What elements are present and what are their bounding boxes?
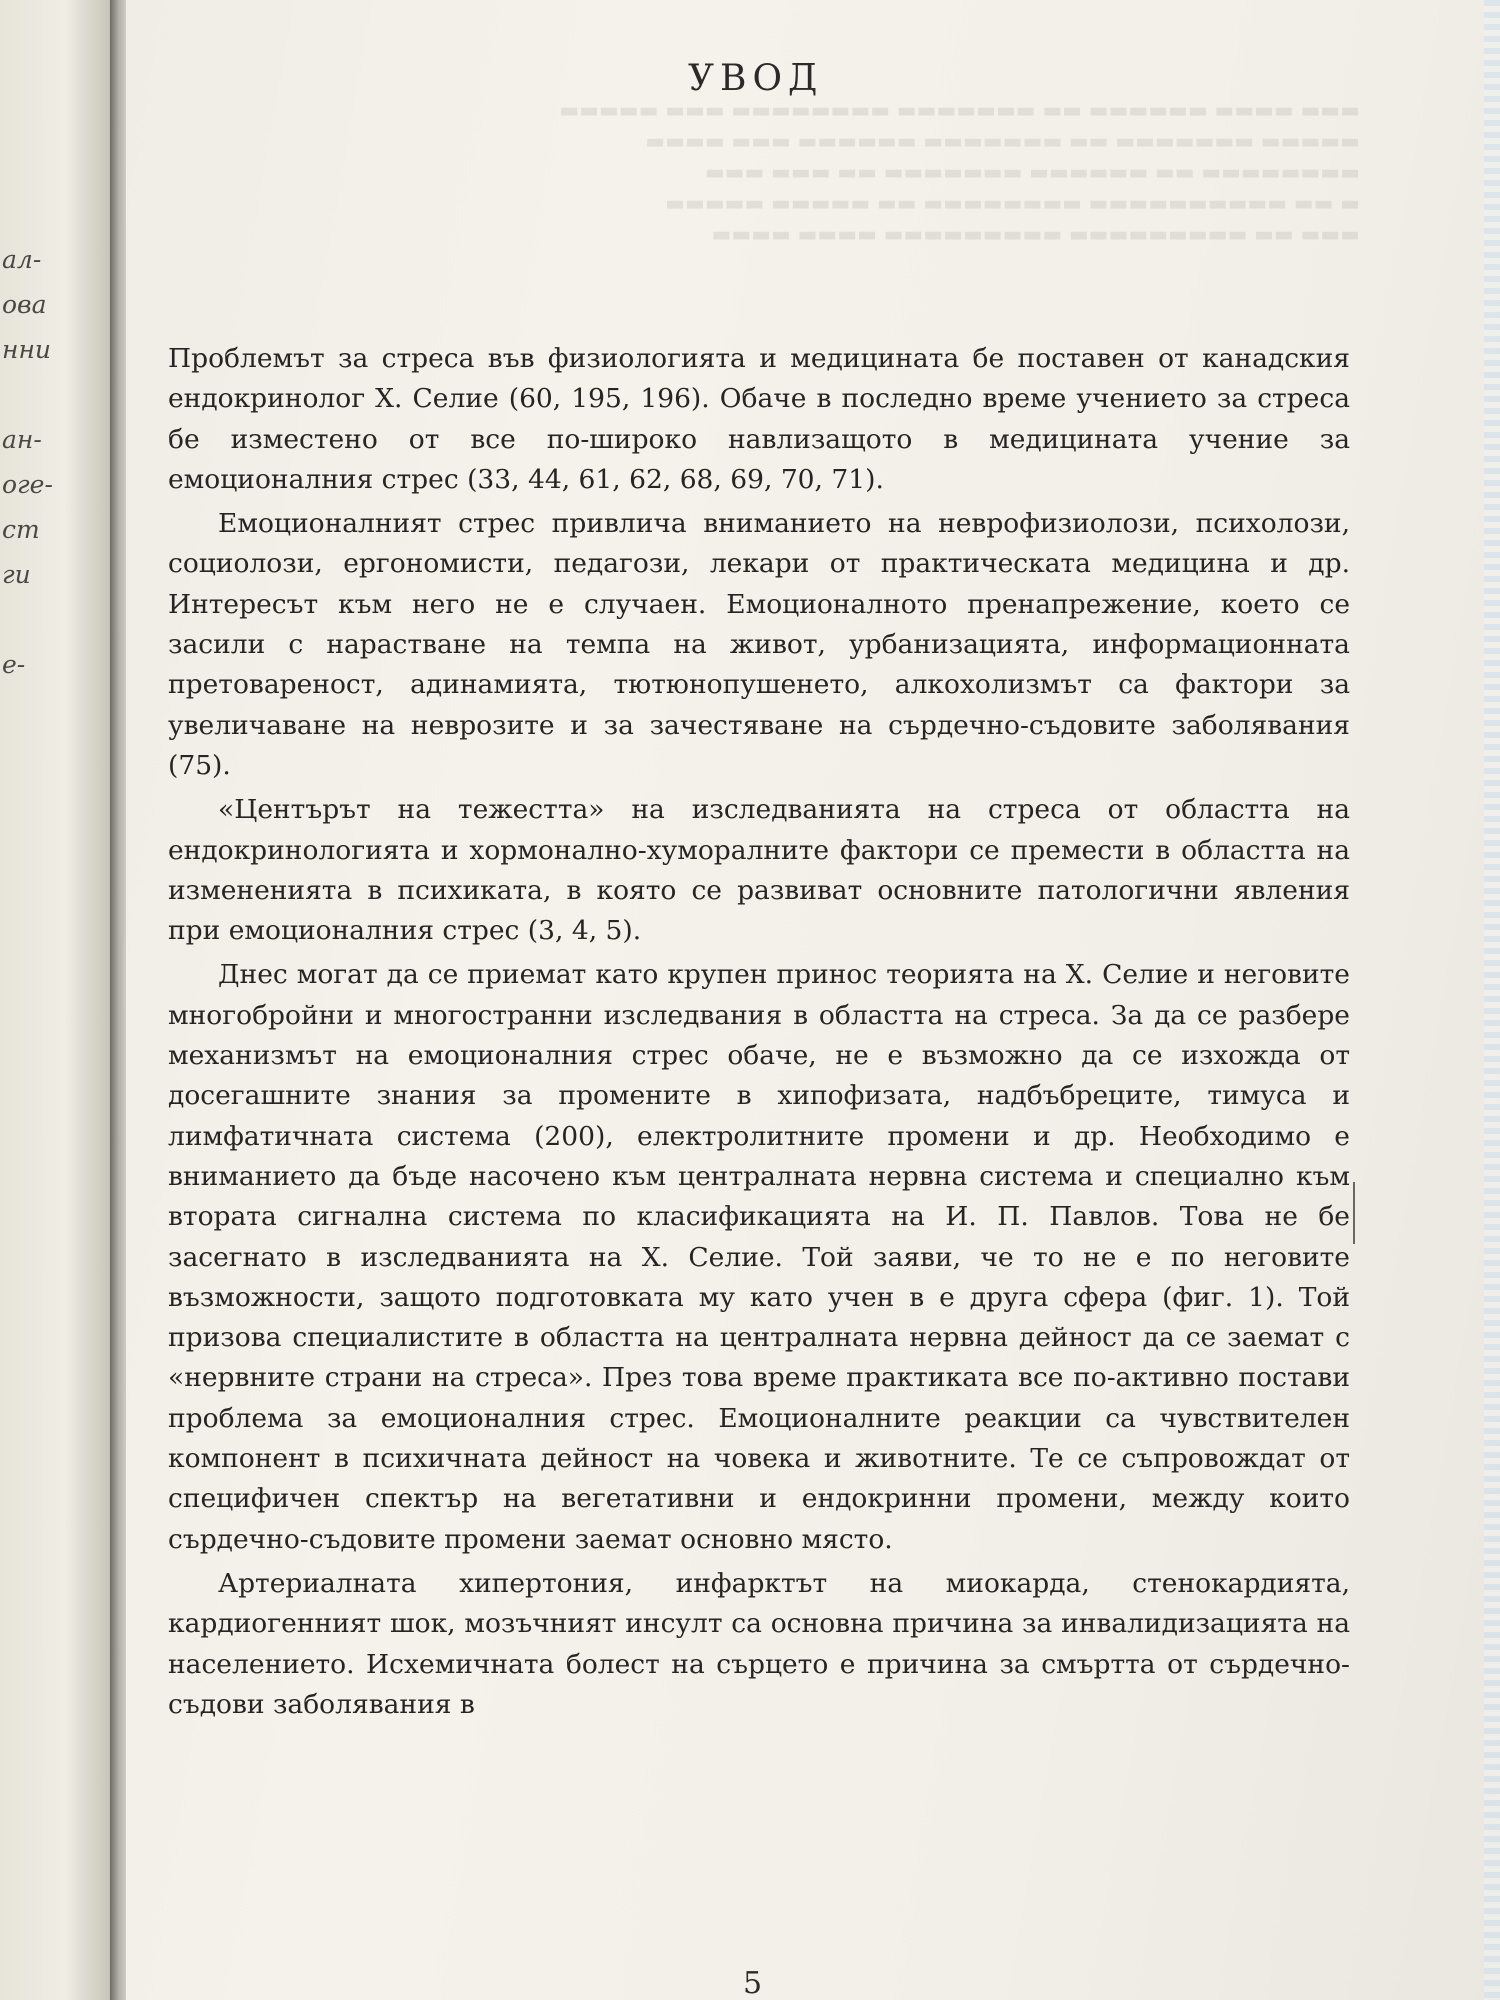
chapter-heading: УВОД xyxy=(688,58,824,99)
paragraph: Проблемът за стреса във физиологията и медицината бе поставен от канадския ендокринолог Х. Селие (60, 195, 196). Обаче в последно време учението за стреса бе изместено от все по-широко навлизащото в медицината учение за емоционалния стрес (33, 44, 61, 62, 68, 69, 70, 71). xyxy=(168,343,1350,495)
left-page-fragment: ова xyxy=(2,290,47,319)
left-page xyxy=(0,0,118,2000)
body-text xyxy=(168,339,1350,1729)
left-page-fragment: ги xyxy=(2,560,31,589)
show-through-text: ▬▬▬ ▬▬▬▬ ▬▬▬▬▬▬ ▬▬ ▬▬▬▬▬▬▬ ▬▬▬▬▬▬▬▬ ▬▬▬ ▬▬▬▬▬ ▬▬▬▬▬ ▬▬▬▬▬▬▬ ▬▬ ▬▬▬▬▬▬▬ ▬▬▬▬▬▬ ▬▬▬ ▬▬▬▬ ▬▬▬▬▬▬▬▬ ▬▬ ▬▬▬▬▬▬ ▬▬▬▬▬▬▬ ▬▬ ▬▬▬ ▬▬▬ ▬ ▬▬ ▬▬▬▬▬▬▬▬▬▬ ▬▬▬▬▬▬▬▬ ▬▬ ▬▬▬▬▬ ▬▬▬▬▬ ▬▬▬ ▬▬ ▬▬▬▬▬▬▬▬▬ ▬▬▬▬▬▬▬▬▬ ▬▬▬▬ ▬▬▬▬ xyxy=(559,98,1360,246)
left-page-fragment: ст xyxy=(2,515,40,544)
paragraph: «Центърът на тежестта» на изследванията на стреса от областта на ендокринологията и хормонално-хуморалните фактори се премести в областта на измененията в психиката, в която се развиват основните патологични явления при емоционалния стрес (3, 4, 5). xyxy=(168,794,1350,947)
left-page-fragment: оге- xyxy=(2,470,53,499)
left-page-fragment: е- xyxy=(2,650,26,679)
page-edge xyxy=(1484,0,1500,2000)
paragraph: Емоционалният стрес привлича вниманието на неврофизиолози, психолози, социолози, ергономисти, педагози, лекари от практическата медицина и др. Интересът към него не е случаен. Емоционалното пренапрежение, което се засили с нарастване на темпа на живот, урбанизацията, информационната претовареност, адинамията, тютюнопушенето, алкохолизмът са фактори за увеличаване на неврозите и за зачестяване на сърдечно-съдовите заболявания (75). xyxy=(168,508,1350,781)
paragraph: Днес могат да се приемат като крупен принос теорията на Х. Селие и неговите многобройни и многостранни изследвания в областта на стреса. За да се разбере механизмът на емоционалния стрес обаче, не е възможно да се изхожда от досегашните знания за промените в хипофизата, надбъбреците, тимуса и лимфатичната система (200), електролитните промени и др. Необходимо е вниманието да бъде насочено към централната нервна система и специално към втората сигнална система по класификацията на И. П. Павлов. Това не бе засегнато в изследванията на Х. Селие. Той заяви, че то не е по неговите възможности, защото подготовката му като учен в е друга сфера (фиг. 1). Той призова специалистите в областта на централната нервна дейност да се заемат с «нервните страни на стреса». През това време практиката все по-активно постави проблема за емоционалния стрес. Емоционалните реакции са чувствителен компонент в психичната дейност на човека и животните. Те се съпровождат от специфичен спектър на вегетативни и ендокринни промени, между които сърдечно-съдовите промени заемат основно място. xyxy=(168,959,1350,1555)
margin-mark xyxy=(1353,1182,1355,1244)
page-number: 5 xyxy=(743,1966,763,2000)
left-page-fragment: ан- xyxy=(2,425,42,454)
paragraph: Артериалната хипертония, инфарктът на миокарда, стенокардията, кардиогенният шок, мозъчният инсулт са основна причина за инвалидизацията на населението. Исхемичната болест на сърцето е причина за смъртта от сърдечно-съдови заболявания в xyxy=(168,1567,1350,1720)
left-page-fragment: ал- xyxy=(2,245,42,274)
left-page-fragment: нни xyxy=(2,335,52,364)
